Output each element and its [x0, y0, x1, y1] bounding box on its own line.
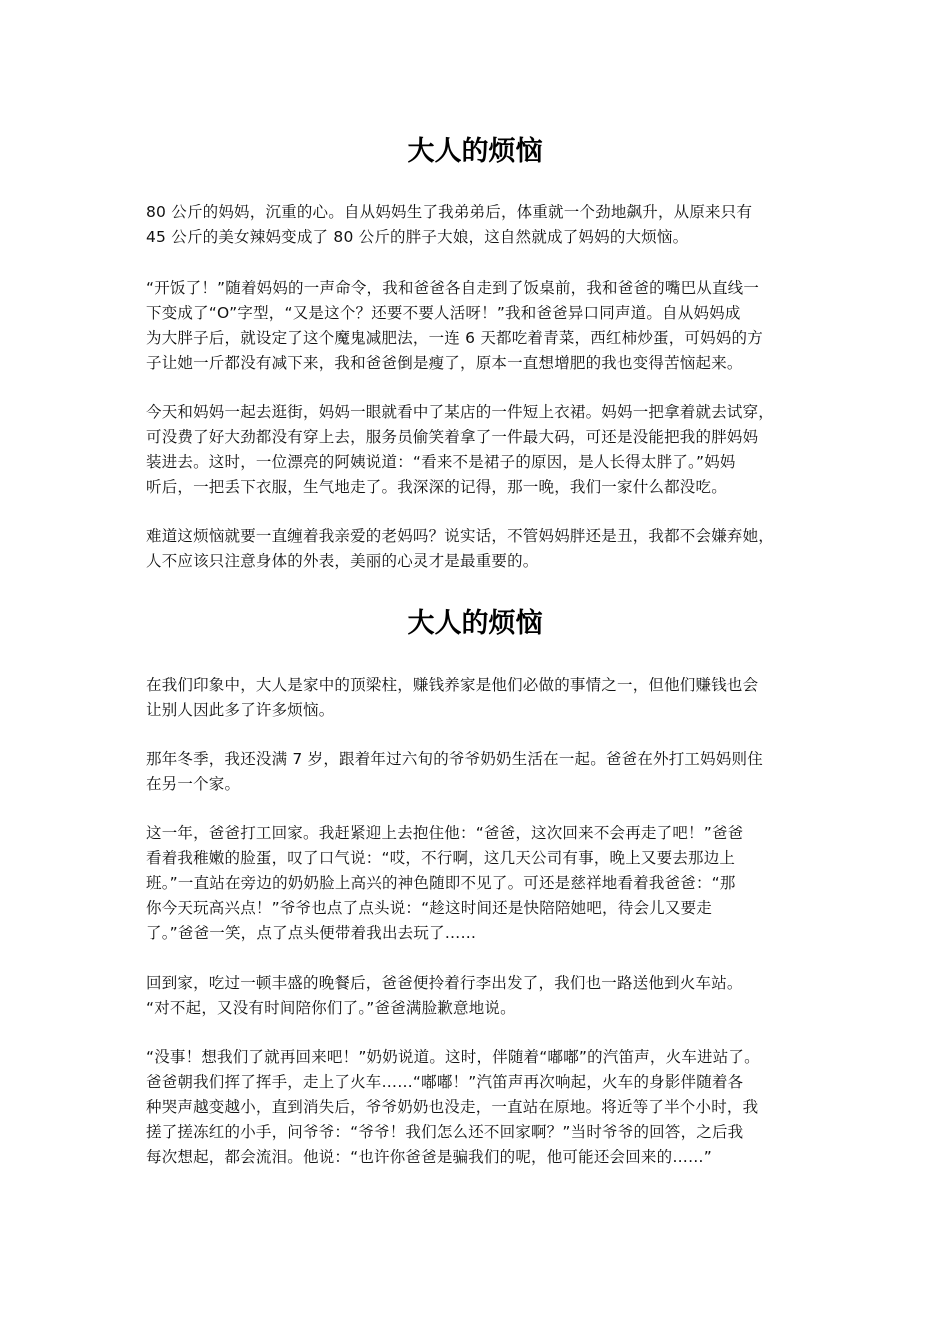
text-line: 今天和妈妈一起去逛街，妈妈一眼就看中了某店的一件短上衣裙。妈妈一把拿着就去试穿，: [146, 403, 775, 421]
text-line: 听后，一把丢下衣服，生气地走了。我深深的记得，那一晚，我们一家什么都没吃。: [146, 478, 727, 496]
section-1-paragraph-3: [146, 400, 822, 500]
text-line: 为大胖子后，就设定了这个魔鬼减肥法，一连 6 天都吃着青菜，西红柿炒蛋，可妈妈的方: [146, 329, 763, 347]
section-1-title: 大人的烦恼: [407, 136, 543, 167]
section-2-paragraph-5: [146, 1045, 822, 1170]
text-line: “对不起，又没有时间陪你们了。”爸爸满脸歉意地说。: [146, 999, 516, 1017]
text-line: 你今天玩高兴点！”爷爷也点了点头说：“趁这时间还是快陪陪她吧，待会儿又要走: [146, 899, 712, 917]
section-2-title: 大人的烦恼: [407, 608, 543, 639]
section-2-paragraph-2: [146, 747, 822, 797]
text-line: 难道这烦恼就要一直缠着我亲爱的老妈吗？说实话，不管妈妈胖还是丑，我都不会嫌弃她，: [146, 527, 775, 545]
text-line: 每次想起，都会流泪。他说：“也许你爸爸是骗我们的呢，他可能还会回来的……”: [146, 1148, 712, 1166]
text-line: 了。”爸爸一笑，点了点头便带着我出去玩了……: [146, 924, 477, 942]
text-line: 可没费了好大劲都没有穿上去，服务员偷笑着拿了一件最大码，可还是没能把我的胖妈妈: [146, 428, 759, 446]
text-line: 人不应该只注意身体的外表，美丽的心灵才是最重要的。: [146, 552, 539, 570]
text-line: 让别人因此多了许多烦恼。: [146, 701, 335, 719]
section-1-paragraph-2: [146, 276, 822, 376]
section-1-paragraph-4: [146, 524, 822, 574]
text-line: “没事！想我们了就再回来吧！”奶奶说道。这时，伴随着“嘟嘟”的汽笛声，火车进站了。: [146, 1048, 760, 1066]
text-line: 班。”一直站在旁边的奶奶脸上高兴的神色随即不见了。可还是慈祥地看着我爸爸：“那: [146, 874, 736, 892]
text-line: 看着我稚嫩的脸蛋，叹了口气说：“哎，不行啊，这几天公司有事，晚上又要去那边上: [146, 849, 736, 867]
text-line: 种哭声越变越小，直到消失后，爷爷奶奶也没走，一直站在原地。将近等了半个小时，我: [146, 1098, 759, 1116]
section-2-paragraph-1: [146, 673, 822, 723]
text-line: 爸爸朝我们挥了挥手，走上了火车……“嘟嘟！”汽笛声再次响起，火车的身影伴随着各: [146, 1073, 744, 1091]
text-line: 装进去。这时，一位漂亮的阿姨说道：“看来不是裙子的原因，是人长得太胖了。”妈妈: [146, 453, 736, 471]
text-line: 下变成了“O”字型，“又是这个？还要不要人活呀！”我和爸爸异口同声道。自从妈妈成: [146, 304, 741, 322]
text-line: 在我们印象中，大人是家中的顶梁柱，赚钱养家是他们必做的事情之一，但他们赚钱也会: [146, 676, 759, 694]
text-line: 那年冬季，我还没满 7 岁，跟着年过六旬的爷爷奶奶生活在一起。爸爸在外打工妈妈则住: [146, 750, 763, 768]
section-2-paragraph-4: [146, 971, 822, 1021]
text-line: 在另一个家。: [146, 775, 241, 793]
text-line: 这一年，爸爸打工回家。我赶紧迎上去抱住他：“爸爸，这次回来不会再走了吧！”爸爸: [146, 824, 744, 842]
text-line: 45 公斤的美女辣妈变成了 80 公斤的胖子大娘，这自然就成了妈妈的大烦恼。: [146, 228, 689, 246]
text-line: 回到家，吃过一顿丰盛的晚餐后，爸爸便拎着行李出发了，我们也一路送他到火车站。: [146, 974, 743, 992]
text-line: “开饭了！”随着妈妈的一声命令，我和爸爸各自走到了饭桌前，我和爸爸的嘴巴从直线一: [146, 279, 760, 297]
text-line: 子让她一斤都没有减下来，我和爸爸倒是瘦了，原本一直想增肥的我也变得苦恼起来。: [146, 354, 743, 372]
section-1-paragraph-1: [146, 200, 822, 250]
text-line: 搓了搓冻红的小手，问爷爷：“爷爷！我们怎么还不回家啊？”当时爷爷的回答，之后我: [146, 1123, 744, 1141]
section-2-paragraph-3: [146, 821, 822, 946]
text-line: 80 公斤的妈妈，沉重的心。自从妈妈生了我弟弟后，体重就一个劲地飙升，从原来只有: [146, 203, 753, 221]
